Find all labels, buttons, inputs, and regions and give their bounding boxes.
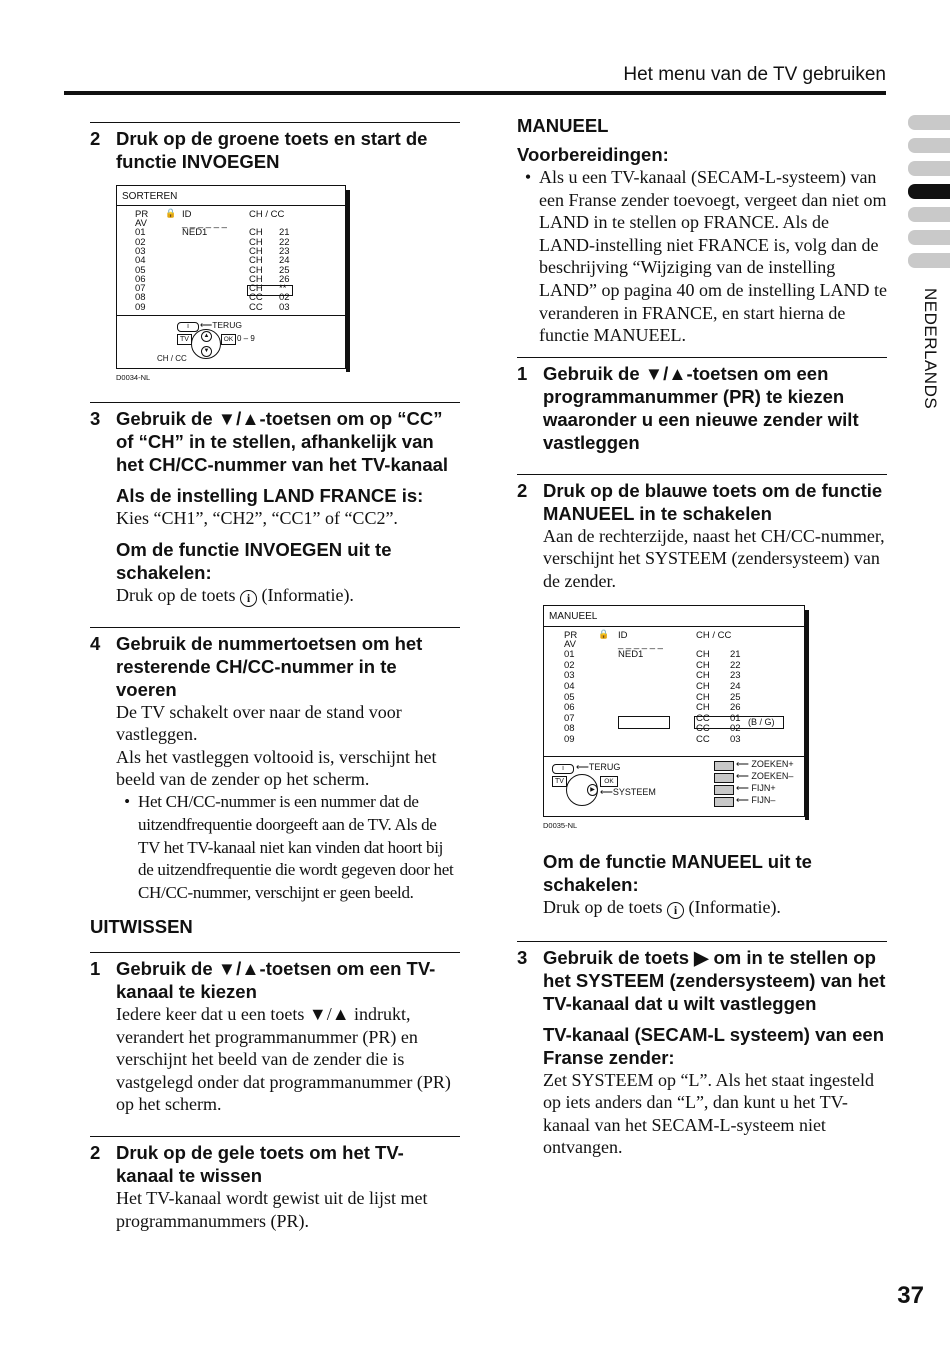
step-4-bullet: • Het CH/CC-nummer is een nummer dat de uitzendfrequentie doorgeeft aan de TV. Als de TV het TV-kanaal niet kan vinden dat hoort bij de uitzendfrequentie die wordt gegeven door het CH/CC-nummer, verschijnt er geen beeld.: [116, 791, 460, 905]
table-cell-ch: CH: [696, 702, 710, 714]
step-4-enter-number: [90, 627, 460, 905]
language-tab-1: [908, 115, 950, 130]
table-cell-pr: AV: [564, 638, 576, 650]
exit-insert-subhead: Om de functie INVOEGEN uit te schakelen:: [116, 538, 392, 583]
table-cell-pr: AV: [135, 218, 147, 229]
step-text: Het TV-kanaal wordt gewist uit de lijst met programmanummers (PR).: [116, 1187, 428, 1231]
table-row: [117, 266, 345, 275]
manueel-step-3: [517, 941, 887, 1159]
info-button-icon: i: [177, 322, 199, 332]
col-id-header: ID: [618, 629, 628, 641]
table-cell-ch: CH: [249, 236, 263, 248]
lock-icon: 🔒: [598, 628, 610, 639]
col-chcc-header: CH / CC: [696, 629, 732, 641]
table-cell-pr: 05: [135, 264, 146, 276]
table-row: [117, 275, 345, 284]
table-cell-num: **: [279, 283, 287, 295]
step-title: Gebruik de nummertoetsen om het resterende CH/CC-nummer in te voeren: [116, 632, 423, 700]
table-cell-num: 23: [279, 245, 290, 257]
fijn-min-hint: ⟵ FIJN–: [736, 794, 776, 805]
table-cell-ch: CH: [696, 680, 710, 692]
system-hint: ⟵SYSTEEM: [600, 786, 656, 797]
screen-shadow: [805, 610, 809, 820]
table-cell-num: 22: [730, 659, 741, 671]
fijn-plus-hint: ⟵ FIJN+: [736, 782, 776, 793]
step-title: Gebruik de toets ▶ om in te stellen op het SYSTEEM (zendersysteem) van het TV-kanaal dat u wilt vastleggen: [543, 946, 886, 1014]
table-cell-ch: CH: [249, 255, 263, 267]
table-cell-num: 26: [279, 273, 290, 285]
bullet-dot: •: [124, 791, 130, 811]
table-cell-num: 03: [730, 733, 741, 745]
language-tab-3: [908, 161, 950, 176]
zoeken-min-hint: ⟵ ZOEKEN–: [736, 770, 794, 781]
step-number: 3: [90, 408, 101, 429]
sorteren-screen: [116, 185, 346, 369]
secam-subhead: TV-kanaal (SECAM-L systeem) van een Franse zender:: [543, 1023, 885, 1068]
step-text: Aan de rechterzijde, naast het CH/CC-nummer, verschijnt het SYSTEEM (zendersysteem) van de zender.: [543, 525, 885, 591]
step-number: 2: [517, 479, 528, 501]
language-tab-7: [908, 253, 950, 268]
info-icon: i: [667, 902, 684, 919]
table-cell-ch: CH: [249, 227, 263, 239]
yellow-key-icon: [714, 785, 734, 795]
header-rule: [64, 91, 886, 95]
table-cell-num: 23: [730, 670, 741, 682]
table-cell-num: 21: [279, 227, 290, 239]
bullet-dot: •: [524, 167, 532, 187]
right-column: [517, 114, 887, 1173]
table-cell-num: 02: [730, 723, 741, 735]
left-column: [90, 122, 460, 1246]
step-number: 2: [90, 128, 101, 149]
table-cell-ch: CH: [696, 659, 710, 671]
table-cell-num: 25: [730, 691, 741, 703]
table-cell-pr: 08: [564, 723, 575, 735]
table-cell-pr: 01: [135, 227, 146, 239]
digits-hint: 0 – 9: [237, 334, 255, 343]
step-number: 3: [517, 946, 528, 968]
screen-title: MANUEEL: [549, 610, 598, 622]
table-cell-pr: 09: [564, 733, 575, 745]
info-button-icon: i: [552, 764, 574, 774]
info-icon: i: [240, 590, 257, 607]
table-cell-num: 01: [730, 712, 741, 724]
table-cell-pr: 02: [135, 236, 146, 248]
step-number: 1: [90, 957, 101, 979]
table-cell-ch: CC: [249, 292, 263, 304]
back-hint: ⟵TERUG: [576, 761, 621, 772]
col-chcc-header: CH / CC: [249, 209, 285, 220]
step-title: Druk op de gele toets om het TV-kanaal te wissen: [116, 1141, 404, 1186]
lock-icon: 🔒: [165, 208, 177, 218]
table-cell-ch: CH: [696, 649, 710, 661]
language-tab-6: [908, 230, 950, 245]
manueel-heading: MANUEEL: [517, 115, 609, 136]
table-cell-ch: CH: [249, 273, 263, 285]
table-cell-ch: CC: [249, 301, 263, 313]
table-cell-pr: 04: [564, 680, 575, 692]
step-title: Druk op de blauwe toets om de functie MANUEEL in te schakelen: [543, 479, 883, 524]
id-edit-box: [618, 716, 670, 729]
prep-bullet: • Als u een TV-kanaal (SECAM-L-systeem) van een Franse zender toevoegt, vergeet dan niet om LAND in te stellen op FRANCE. Als de LAND-instelling niet FRANCE is, volg dan de beschrijving “Wijziging van de instelling LAND” op pagina 40 om de instelling LAND te veranderen in FRANCE, en start hierna de functie MANUEEL.: [517, 166, 887, 347]
col-pr-header: PR: [135, 209, 149, 220]
screen-title: SORTEREN: [122, 191, 178, 202]
table-cell-num: 21: [730, 649, 741, 661]
table-row: [544, 661, 804, 670]
system-tag: (B / G): [748, 716, 775, 727]
table-cell-pr: 07: [564, 712, 575, 724]
table-cell-pr: 06: [564, 702, 575, 714]
uitwissen-step-2: [90, 1136, 460, 1232]
table-cell-pr: 09: [135, 301, 146, 313]
table-cell-id: NED1: [182, 227, 208, 239]
blue-key-icon: [714, 797, 734, 807]
step-title: Gebruik de ▼/▲-toetsen om op “CC” of “CH” in te stellen, afhankelijk van het CH/CC-nummer van het TV-kanaal: [116, 408, 449, 475]
table-row: [544, 693, 804, 702]
table-cell-pr: 01: [564, 649, 575, 661]
table-cell-ch: CC: [696, 723, 710, 735]
language-tab-active: [908, 184, 950, 199]
edit-cursor-box: [247, 285, 293, 296]
table-cell-ch: CH: [249, 264, 263, 276]
step-number: 1: [517, 362, 528, 384]
table-row: [117, 303, 345, 312]
table-cell-id: _ _ _ _ _ _: [182, 218, 227, 229]
page-number: 37: [897, 1282, 924, 1309]
table-cell-id: NED1: [618, 649, 644, 661]
secam-text: Zet SYSTEEM op “L”. Als het staat ingesteld op iets anders dan “L”, dan kunt u het TV-kanaal van het SECAM-L-systeem niet ontvangen.: [543, 1069, 874, 1158]
exit-manueel-subhead: Om de functie MANUEEL uit te schakelen:: [543, 850, 812, 895]
col-id-header: ID: [182, 209, 192, 220]
table-cell-num: 03: [279, 301, 290, 313]
ok-button-icon: OK: [221, 334, 236, 345]
table-row: [117, 247, 345, 256]
table-row: [544, 640, 804, 649]
table-cell-ch: CH: [696, 691, 710, 703]
step-3-set-cc-ch: [90, 402, 460, 607]
table-cell-ch: CC: [696, 733, 710, 745]
language-label: NEDERLANDS: [921, 288, 940, 410]
table-row: [544, 735, 804, 744]
step-title: Gebruik de ▼/▲-toetsen om een programmanummer (PR) te kiezen waaronder u een nieuwe zender wilt vastleggen: [543, 362, 859, 453]
table-cell-pr: 08: [135, 292, 146, 304]
table-row: [117, 293, 345, 302]
ok-button-icon: OK: [600, 776, 618, 787]
table-cell-pr: 04: [135, 255, 146, 267]
table-row: [544, 682, 804, 691]
step-number: 4: [90, 632, 101, 654]
green-key-icon: [714, 773, 734, 783]
step-4-text-1: De TV schakelt over naar de stand voor vastleggen.: [116, 701, 402, 745]
step-4-text-2: Als het vastleggen voltooid is, verschijnt het beeld van de zender op het scherm.: [116, 746, 437, 790]
table-cell-num: 24: [730, 680, 741, 692]
screen-shadow: [346, 190, 350, 372]
table-cell-pr: 07: [135, 283, 146, 295]
table-cell-num: 26: [730, 702, 741, 714]
table-cell-pr: 02: [564, 659, 575, 671]
table-cell-num: 02: [279, 292, 290, 304]
step-title: Druk op de groene toets en start de functie INVOEGEN: [116, 128, 428, 172]
table-row: [544, 703, 804, 712]
table-row: [117, 219, 345, 228]
col-pr-header: PR: [564, 629, 578, 641]
uitwissen-step-1: [90, 952, 460, 1116]
table-cell-num: 25: [279, 264, 290, 276]
table-row: [117, 284, 345, 293]
table-cell-ch: CC: [696, 712, 710, 724]
tv-button-icon: TV: [552, 776, 567, 787]
exit-insert-text: Druk op de toets i (Informatie).: [116, 584, 354, 605]
page-header-title: Het menu van de TV gebruiken: [623, 64, 886, 85]
exit-manueel-text: Druk op de toets i (Informatie).: [543, 896, 781, 917]
table-cell-pr: 03: [564, 670, 575, 682]
france-text: Kies “CH1”, “CH2”, “CC1” of “CC2”.: [116, 508, 398, 528]
step-2-insert: [90, 122, 460, 382]
table-row: [544, 650, 804, 659]
chcc-hint: CH / CC: [157, 354, 187, 363]
table-cell-pr: 03: [135, 245, 146, 257]
table-cell-num: 22: [279, 236, 290, 248]
manueel-screen: [543, 605, 805, 817]
table-cell-ch: CH: [696, 670, 710, 682]
dpad-icon: ▲ ▼: [191, 329, 221, 359]
back-hint: ⟵TERUG: [200, 320, 242, 330]
table-cell-pr: 06: [135, 273, 146, 285]
step-text: Iedere keer dat u een toets ▼/▲ indrukt, verandert het programmanummer (PR) en verschijnt het beeld van de zender die is vastgelegd onder dat programmanummer (PR) op het scherm.: [116, 1003, 451, 1115]
table-cell-ch: CH: [249, 245, 263, 257]
zoeken-plus-hint: ⟵ ZOEKEN+: [736, 758, 794, 769]
table-row: [544, 671, 804, 680]
step-number: 2: [90, 1141, 101, 1163]
tv-button-icon: TV: [177, 334, 192, 345]
table-row: [117, 238, 345, 247]
language-tab-2: [908, 138, 950, 153]
voorbereidingen-heading: Voorbereidingen:: [517, 144, 669, 165]
table-cell-id: _ _ _ _ _ _: [618, 638, 663, 650]
table-row: [117, 256, 345, 265]
red-key-icon: [714, 761, 734, 771]
dpad-icon: ▶: [566, 774, 598, 806]
uitwissen-heading: UITWISSEN: [90, 915, 193, 937]
language-tab-5: [908, 207, 950, 222]
france-subhead: Als de instelling LAND FRANCE is:: [116, 485, 424, 506]
manueel-step-1: [517, 357, 887, 454]
figure-code: D0035-NL: [543, 820, 578, 830]
figure-code: D0034-NL: [116, 373, 151, 382]
table-cell-ch: CH: [249, 283, 263, 295]
table-row: [117, 228, 345, 237]
manueel-step-2: [517, 474, 887, 919]
table-cell-pr: 05: [564, 691, 575, 703]
table-cell-num: 24: [279, 255, 290, 267]
step-title: Gebruik de ▼/▲-toetsen om een TV-kanaal te kiezen: [116, 957, 436, 1002]
